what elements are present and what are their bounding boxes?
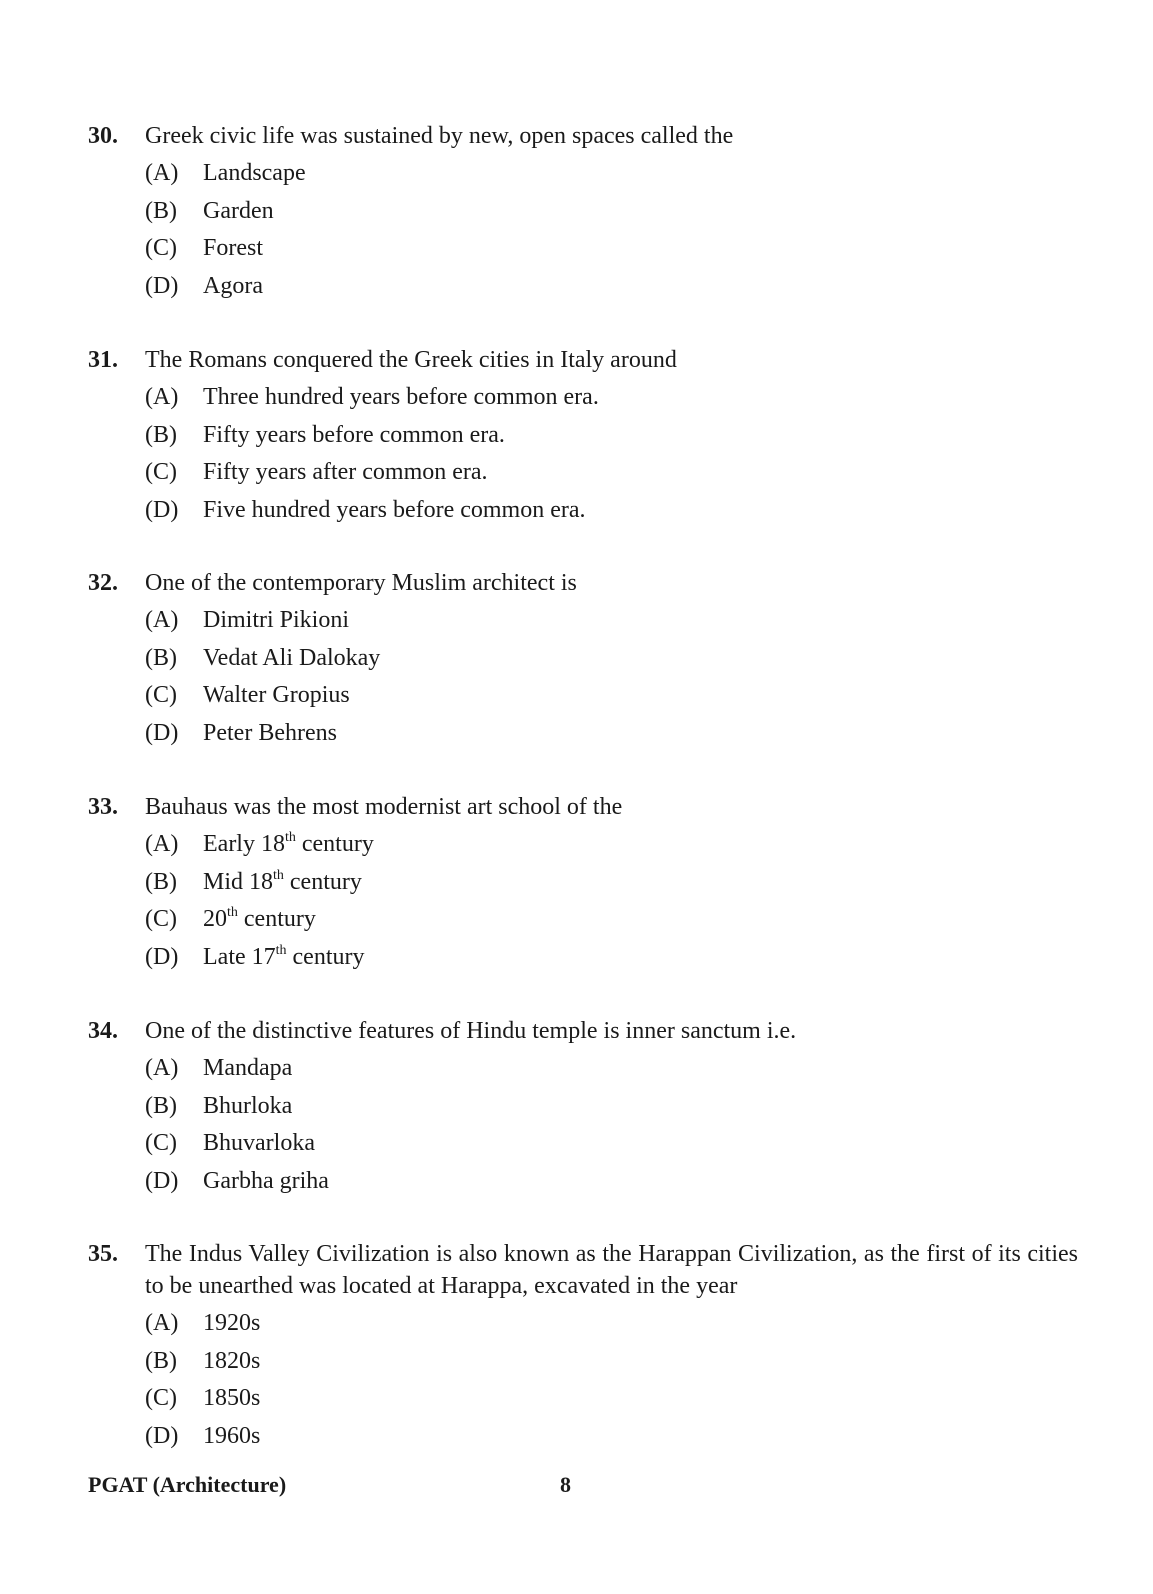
option-label: (A) bbox=[145, 160, 179, 186]
option-label: (D) bbox=[145, 943, 179, 970]
option-text-part: Garbha griha bbox=[203, 1167, 329, 1194]
option-d bbox=[145, 1420, 1078, 1458]
option-text bbox=[203, 941, 365, 973]
question-number: 30. bbox=[88, 123, 118, 149]
option-label: (B) bbox=[145, 197, 177, 224]
question-number: 34. bbox=[88, 1018, 118, 1044]
option-text bbox=[203, 679, 350, 711]
option-text bbox=[203, 232, 263, 264]
option-text bbox=[203, 494, 586, 526]
option-d bbox=[145, 494, 1078, 532]
option-text-part: Fifty years after common era. bbox=[203, 459, 488, 485]
option-text bbox=[203, 1052, 292, 1084]
question-stem bbox=[88, 120, 1078, 152]
option-label: (C) bbox=[145, 1385, 177, 1411]
option-list bbox=[145, 157, 1078, 307]
option-a bbox=[145, 1307, 1078, 1345]
option-label: (D) bbox=[145, 272, 179, 299]
option-label: (B) bbox=[145, 868, 177, 895]
option-c bbox=[145, 1382, 1078, 1420]
option-text bbox=[203, 270, 263, 302]
option-text-part: 1850s bbox=[203, 1385, 261, 1411]
option-text-part: 20 bbox=[203, 906, 227, 932]
question-text: The Indus Valley Civilization is also known as the Harappan Civilization, as the first of its cities to be unearthed was located at Harappa, excavated in the year bbox=[145, 1241, 1078, 1299]
option-label: (D) bbox=[145, 719, 179, 746]
option-text-part: 1820s bbox=[203, 1347, 261, 1374]
ordinal-suffix: th bbox=[273, 867, 284, 883]
option-d bbox=[145, 270, 1078, 308]
option-label: (A) bbox=[145, 831, 179, 857]
question-text: Greek civic life was sustained by new, open spaces called the bbox=[145, 123, 734, 149]
question-35 bbox=[88, 1238, 1078, 1457]
question-33 bbox=[88, 791, 1078, 978]
option-text bbox=[203, 604, 349, 636]
question-stem bbox=[88, 1238, 1078, 1302]
option-text bbox=[203, 1090, 292, 1122]
option-text bbox=[203, 1382, 260, 1414]
option-text bbox=[203, 642, 380, 674]
option-list bbox=[145, 828, 1078, 978]
question-text: The Romans conquered the Greek cities in Italy around bbox=[145, 347, 677, 373]
option-text-part: century bbox=[286, 943, 365, 970]
option-text-part: Three hundred years before common era. bbox=[203, 384, 599, 410]
question-34 bbox=[88, 1015, 1078, 1202]
question-text: One of the distinctive features of Hindu temple is inner sanctum i.e. bbox=[145, 1018, 797, 1044]
question-text: Bauhaus was the most modernist art school of the bbox=[145, 794, 623, 820]
option-text-part: Bhuvarloka bbox=[203, 1130, 315, 1156]
option-text-part: 1960s bbox=[203, 1422, 261, 1449]
option-b bbox=[145, 195, 1078, 233]
option-text bbox=[203, 866, 362, 898]
option-text-part: century bbox=[283, 868, 362, 895]
option-text-part: Early 18 bbox=[203, 831, 285, 857]
option-b bbox=[145, 1090, 1078, 1128]
option-text-part: Landscape bbox=[203, 160, 306, 186]
option-a bbox=[145, 828, 1078, 866]
option-text-part: Mandapa bbox=[203, 1055, 293, 1081]
option-b bbox=[145, 419, 1078, 457]
question-number: 31. bbox=[88, 347, 118, 373]
option-label: (D) bbox=[145, 1167, 179, 1194]
option-label: (B) bbox=[145, 644, 177, 671]
question-31 bbox=[88, 344, 1078, 531]
option-text-part: Agora bbox=[203, 272, 263, 299]
option-text-part: century bbox=[237, 906, 316, 932]
option-text bbox=[203, 1420, 260, 1452]
question-stem bbox=[88, 344, 1078, 376]
option-label: (B) bbox=[145, 1092, 177, 1119]
option-text-part: Bhurloka bbox=[203, 1092, 293, 1119]
option-c bbox=[145, 1127, 1078, 1165]
option-label: (A) bbox=[145, 1055, 179, 1081]
option-text-part: Forest bbox=[203, 235, 263, 261]
option-a bbox=[145, 157, 1078, 195]
option-text bbox=[203, 1307, 260, 1339]
option-c bbox=[145, 232, 1078, 270]
option-c bbox=[145, 679, 1078, 717]
option-text bbox=[203, 1127, 315, 1159]
option-text bbox=[203, 157, 306, 189]
option-list bbox=[145, 604, 1078, 754]
question-stem bbox=[88, 567, 1078, 599]
question-stem bbox=[88, 791, 1078, 823]
question-stem bbox=[88, 1015, 1078, 1047]
option-text-part: Five hundred years before common era. bbox=[203, 496, 586, 523]
option-a bbox=[145, 1052, 1078, 1090]
question-30 bbox=[88, 120, 1078, 307]
option-b bbox=[145, 642, 1078, 680]
option-text bbox=[203, 381, 599, 413]
option-a bbox=[145, 604, 1078, 642]
option-text bbox=[203, 456, 488, 488]
question-32 bbox=[88, 567, 1078, 754]
option-label: (D) bbox=[145, 1422, 179, 1449]
exam-title: PGAT (Architecture) bbox=[88, 1472, 287, 1497]
option-label: (C) bbox=[145, 235, 177, 261]
option-list bbox=[145, 1307, 1078, 1457]
option-d bbox=[145, 717, 1078, 755]
option-label: (D) bbox=[145, 496, 179, 523]
option-a bbox=[145, 381, 1078, 419]
option-text bbox=[203, 1165, 329, 1197]
option-text-part: Mid 18 bbox=[203, 868, 274, 895]
option-text bbox=[203, 903, 316, 935]
option-text-part: Peter Behrens bbox=[203, 719, 337, 746]
option-text-part: Walter Gropius bbox=[203, 682, 350, 708]
option-b bbox=[145, 1345, 1078, 1383]
option-text-part: Garden bbox=[203, 197, 274, 224]
option-label: (C) bbox=[145, 459, 177, 485]
option-label: (C) bbox=[145, 682, 177, 708]
question-number: 32. bbox=[88, 570, 118, 596]
option-list bbox=[145, 381, 1078, 531]
option-text bbox=[203, 1345, 260, 1377]
option-text bbox=[203, 717, 337, 749]
option-c bbox=[145, 903, 1078, 941]
page-number: 8 bbox=[560, 1472, 571, 1497]
option-text-part: Dimitri Pikioni bbox=[203, 607, 350, 633]
option-text-part: Late 17 bbox=[203, 943, 276, 970]
option-label: (B) bbox=[145, 421, 177, 448]
option-text-part: Vedat Ali Dalokay bbox=[203, 644, 381, 671]
option-label: (A) bbox=[145, 1310, 179, 1336]
question-number: 33. bbox=[88, 794, 118, 820]
option-list bbox=[145, 1052, 1078, 1202]
option-label: (B) bbox=[145, 1347, 177, 1374]
option-label: (A) bbox=[145, 384, 179, 410]
option-label: (A) bbox=[145, 607, 179, 633]
option-c bbox=[145, 456, 1078, 494]
option-d bbox=[145, 941, 1078, 979]
option-text bbox=[203, 828, 374, 860]
option-b bbox=[145, 866, 1078, 904]
ordinal-suffix: th bbox=[284, 830, 296, 845]
option-label: (C) bbox=[145, 906, 177, 932]
option-text bbox=[203, 419, 505, 451]
option-d bbox=[145, 1165, 1078, 1203]
ordinal-suffix: th bbox=[275, 942, 287, 958]
question-text: One of the contemporary Muslim architect is bbox=[145, 570, 577, 596]
option-text-part: century bbox=[295, 831, 374, 857]
option-text bbox=[203, 195, 274, 227]
option-label: (C) bbox=[145, 1130, 177, 1156]
option-text-part: 1920s bbox=[203, 1310, 261, 1336]
option-text-part: Fifty years before common era. bbox=[203, 421, 505, 448]
question-number: 35. bbox=[88, 1241, 118, 1267]
ordinal-suffix: th bbox=[227, 905, 238, 920]
